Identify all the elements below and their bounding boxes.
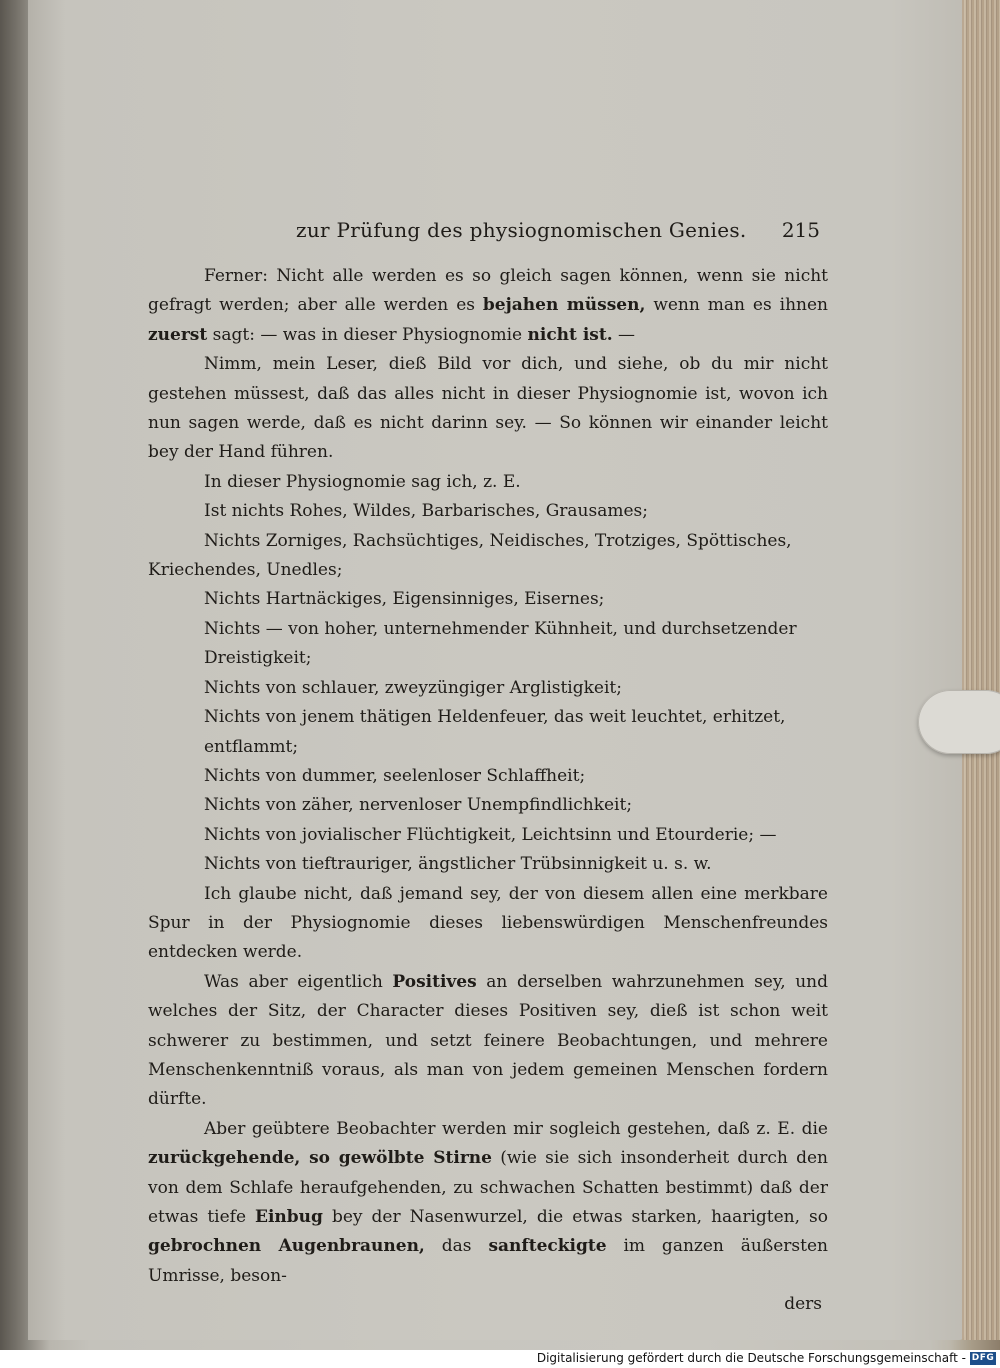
list-item: Nichts — von hoher, unternehmender Kühnheit, und durchsetzender Dreistigkeit;	[204, 618, 797, 669]
text-run: Was aber eigentlich	[204, 971, 393, 992]
list-item: Nichts Hartnäckiges, Eigensinniges, Eisernes;	[204, 589, 605, 610]
page-number: 215	[781, 218, 820, 242]
emphasis-text: gebrochnen Augenbraunen,	[148, 1236, 425, 1257]
text-run: im ganzen äußersten Umrisse, beson-	[148, 1236, 828, 1286]
text-run: —	[612, 324, 636, 345]
text-run: bey der Nasenwurzel, die etwas starken, haarigten, so	[322, 1207, 828, 1227]
intro-line: In dieser Physiognomie sag ich, z. E.	[204, 471, 521, 492]
funding-note: Digitalisierung gefördert durch die Deutsche Forschungsgemeinschaft -	[536, 1351, 966, 1365]
paragraph-5	[148, 1115, 828, 1291]
text-run: Ferner: Nicht alle werden es so gleich sagen können, wenn sie nicht gefragt werden; aber alle werden es	[148, 266, 828, 316]
emphasis-text: sanfteckigte	[488, 1236, 607, 1257]
page-text	[148, 218, 828, 1317]
text-run: (wie sie sich insonderheit durch den von dem Schlafe heraufgehenden, zu schwachen Schatten bestimmt) daß der etwas tiefe	[148, 1148, 828, 1227]
emphasis-text: nicht ist.	[527, 324, 613, 345]
text-run: sagt: — was in dieser Physiognomie	[207, 324, 528, 345]
paragraph-2: Nimm, mein Leser, dieß Bild vor dich, und siehe, ob du mir nicht gestehen müssest, daß das alles nicht in dieser Physiognomie ist, wovon ich nun sagen werde, daß es nicht darinn sey. — So können wir einander leicht bey der Hand führen.	[148, 354, 828, 463]
emphasis-text: Einbug	[255, 1207, 323, 1227]
paragraph-3: Ich glaube nicht, daß jemand sey, der von diesem allen eine merkbare Spur in der Physiognomie dieses liebenswürdigen Menschenfreundes entdecken werde.	[148, 883, 828, 963]
page-edges	[962, 0, 1000, 1340]
list-item: Nichts von dummer, seelenloser Schlaffheit;	[204, 765, 586, 786]
emphasis-text: zuerst	[148, 324, 208, 345]
list-item: Nichts von schlauer, zweyzüngiger Arglistigkeit;	[204, 677, 622, 698]
text-run: wenn man es ihnen	[645, 295, 828, 316]
list-item: Ist nichts Rohes, Wildes, Barbarisches, Grausames;	[204, 501, 648, 522]
page-tab-marker	[918, 690, 1000, 754]
list-item: Nichts Zorniges, Rachsüchtiges, Neidisches, Trotziges, Spöttisches, Kriechendes, Unedles;	[148, 530, 792, 581]
running-head	[148, 218, 828, 260]
paragraph-4	[148, 968, 828, 1115]
dfg-logo[interactable]: DFG	[971, 1353, 995, 1363]
paragraph-1	[148, 262, 828, 350]
text-run: an derselben wahrzunehmen sey, und welches der Sitz, der Character dieses Positiven sey, dieß ist schon weit schwerer zu bestimmen, und setzt feinere Beobachtungen, und mehrere Menschenkenntniß voraus, als man von jedem gemeinen Menschen fordern dürfte.	[148, 971, 828, 1110]
catchword: ders	[784, 1294, 822, 1315]
text-run: das	[424, 1236, 489, 1257]
list-item: Nichts von tieftrauriger, ängstlicher Trübsinnigkeit u. s. w.	[204, 854, 712, 875]
list-item: Nichts von zäher, nervenloser Unempfindlichkeit;	[204, 795, 633, 816]
emphasis-text: zurückgehende, so gewölbte Stirne	[148, 1148, 492, 1169]
list-item: Nichts von jenem thätigen Heldenfeuer, das weit leuchtet, erhitzet, entflammt;	[204, 707, 786, 757]
emphasis-text: Positives	[392, 971, 477, 992]
text-run: Aber geübtere Beobachter werden mir sogleich gestehen, daß z. E. die	[204, 1118, 828, 1139]
footer-bar	[0, 1350, 1000, 1368]
running-title: zur Prüfung des physiognomischen Genies.	[296, 218, 747, 242]
emphasis-text: bejahen müssen,	[482, 295, 646, 316]
list-item: Nichts von jovialischer Flüchtigkeit, Leichtsinn und Etourderie; —	[204, 824, 777, 845]
